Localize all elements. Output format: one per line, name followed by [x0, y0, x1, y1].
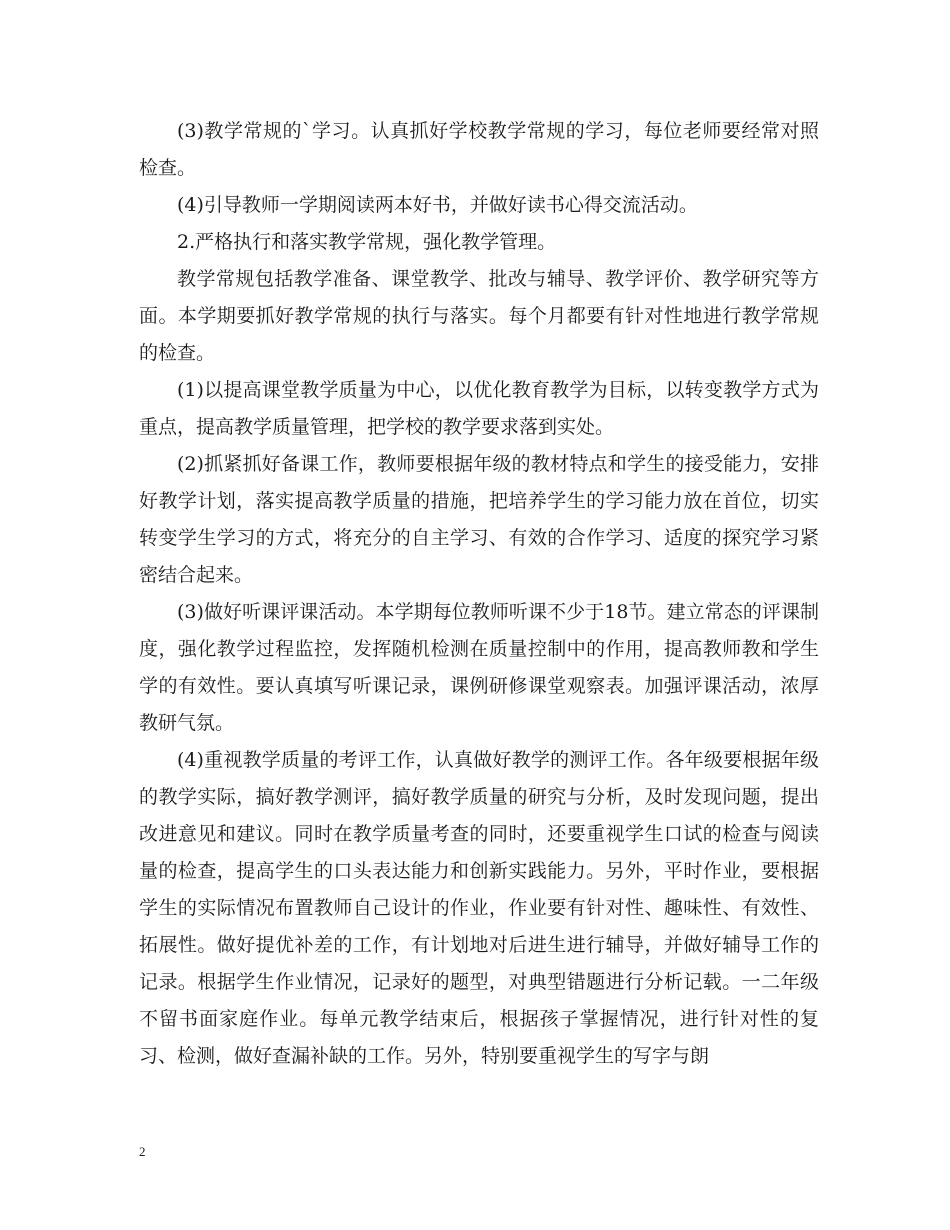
- paragraph-4: 教学常规包括教学准备、课堂教学、批改与辅导、教学评价、教学研究等方面。本学期要抓好教学常规的执行与落实。每个月都要有针对性地进行教学常规的检查。: [139, 268, 819, 364]
- page-number: 2: [139, 1144, 146, 1159]
- paragraph-3: 2.严格执行和落实教学常规，强化教学管理。: [177, 231, 557, 253]
- paragraph-1: (3)教学常规的`学习。认真抓好学校教学常规的学习，每位老师要经常对照检查。: [139, 120, 819, 179]
- paragraph-7: (3)做好听课评课活动。本学期每位教师听课不少于18节。建立常态的评课制度，强化教学过程监控，发挥随机检测在质量控制中的作用，提高教师教和学生学的有效性。要认真填写听课记录，课例研修课堂观察表。加强评课活动，浓厚教研气氛。: [139, 601, 819, 734]
- paragraph-5: (1)以提高课堂教学质量为中心，以优化教育教学为目标，以转变教学方式为重点，提高教学质量管理，把学校的教学要求落到实处。: [139, 379, 819, 438]
- paragraph-2: (4)引导教师一学期阅读两本好书，并做好读书心得交流活动。: [177, 194, 698, 216]
- paragraph-6: (2)抓紧抓好备课工作，教师要根据年级的教材特点和学生的接受能力，安排好教学计划，落实提高教学质量的措施，把培养学生的学习能力放在首位，切实转变学生学习的方式，将充分的自主学习、有效的合作学习、适度的探究学习紧密结合起来。: [139, 453, 819, 586]
- paragraph-8: (4)重视教学质量的考评工作，认真做好教学的测评工作。各年级要根据年级的教学实际，搞好教学测评，搞好教学质量的研究与分析，及时发现问题，提出改进意见和建议。同时在教学质量考查的同时，还要重视学生口试的检查与阅读量的检查，提高学生的口头表达能力和创新实践能力。另外，平时作业，要根据学生的实际情况布置教师自己设计的作业，作业要有针对性、趣味性、有效性、拓展性。做好提优补差的工作，有计划地对后进生进行辅导，并做好辅导工作的记录。根据学生作业情况，记录好的题型，对典型错题进行分析记载。一二年级不留书面家庭作业。每单元教学结束后，根据孩子掌握情况，进行针对性的复习、检测，做好查漏补缺的工作。另外，特别要重视学生的写字与朗: [139, 749, 819, 1067]
- document-body: [139, 113, 819, 1075]
